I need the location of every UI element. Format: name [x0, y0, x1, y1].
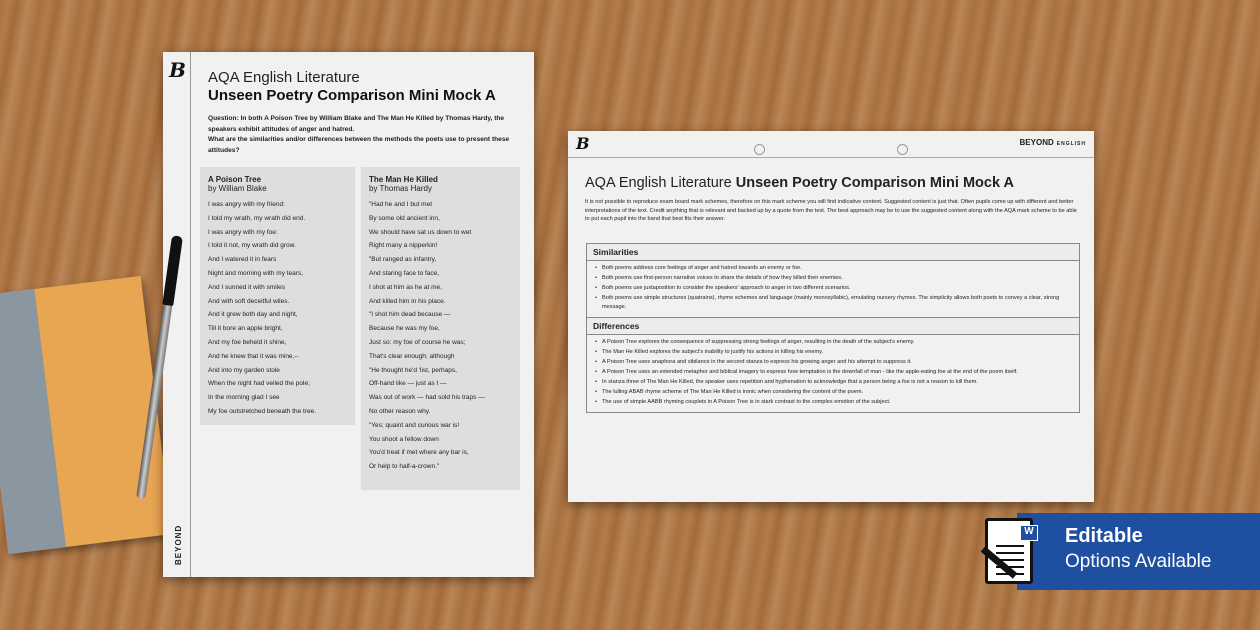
- poem-line: You'd treat if met where any bar is,: [369, 449, 469, 457]
- intro-text: It is not possible to reproduce exam board mark schemes, therefore on this mark scheme you will find indicative content. Suggested content is just that. Often pupils come up with different and better interpretations of the text. Credit anything that is relevant and backed up by a quote from the text. The best approach may be to use the suggested content along with the AQA mark scheme to be able to put each pupil into the band that best fits their answer.: [585, 199, 1077, 222]
- poem-line: Till it bore an apple bright,: [208, 325, 283, 333]
- poem-line: No other reason why.: [369, 407, 431, 415]
- beyond-logo: B: [169, 58, 186, 82]
- bullet-item: • A Poison Tree uses anaphora and sibilance in the second stanza to express his growing anger and his attempt to suppress it.: [595, 358, 1071, 367]
- poem-line: Night and morning with my tears,: [208, 269, 304, 277]
- poem-line: I told my wrath, my wrath did end.: [208, 214, 306, 222]
- punch-hole: [897, 144, 908, 155]
- paper-subtitle: AQA English Literature: [208, 69, 360, 86]
- poem-line: And I watered it in fears: [208, 256, 277, 264]
- poem-author: by William Blake: [208, 184, 267, 193]
- poem-line: I was angry with my friend:: [208, 201, 285, 208]
- similarities-heading: Similarities: [587, 244, 1079, 261]
- poem-title: The Man He Killed: [369, 175, 438, 184]
- badge-line-1: Editable: [1065, 525, 1143, 547]
- poem-line: "Yes; quaint and curious war is!: [369, 421, 460, 429]
- question-text-2: What are the similarities and/or differences between the methods the poets use to present these attitudes?: [208, 136, 510, 154]
- poem-title: A Poison Tree: [208, 175, 262, 184]
- poem-line: In the morning glad I see: [208, 394, 280, 402]
- poem-line: You shoot a fellow down: [369, 435, 439, 443]
- bullet-item: • A Poison Tree uses an extended metaphor and biblical imagery to express how temptation is the downfall of man - like the apple-eating foe at the end of the poem itself.: [595, 368, 1071, 377]
- differences-heading: Differences: [587, 317, 1079, 335]
- poem-line: Was out of work — had sold his traps —: [369, 394, 485, 402]
- poem-line: And it grew both day and night,: [208, 311, 298, 319]
- poem-line: "I shot him dead because —: [369, 311, 451, 319]
- poem-line: And staring face to face,: [369, 269, 440, 277]
- badge-line-2: Options Available: [1065, 551, 1212, 572]
- mark-scheme-paper: [568, 131, 1094, 502]
- paper-title: Unseen Poetry Comparison Mini Mock A: [208, 87, 496, 104]
- bullet-item: • The use of simple AABB rhyming couplets in A Poison Tree is in stark contrast to the complex emotion of the subject.: [595, 398, 1071, 407]
- question-paper: [163, 52, 534, 577]
- poem-line: "But ranged as infantry,: [369, 256, 437, 264]
- bullet-item: • Both poems use first-person narrative voices to share the details of how they killed their enemies.: [595, 274, 1071, 283]
- differences-list: [587, 335, 1079, 412]
- bullet-item: • In stanza three of The Man He Killed, the speaker uses repetition and hyphenation to acknowledge that a person being a foe is not a reason to kill them.: [595, 378, 1071, 387]
- bullet-item: • Both poems use juxtaposition to consider the speakers' approach to anger in two different scenarios.: [595, 284, 1071, 293]
- similarities-list: [587, 261, 1079, 317]
- poem-lines: [369, 198, 512, 474]
- poem-line: And with soft deceitful wiles.: [208, 297, 290, 305]
- poem-line: And my foe beheld it shine,: [208, 338, 287, 346]
- brand-suffix: ENGLISH: [1056, 141, 1086, 147]
- poem-line: Off-hand like — just as I —: [369, 380, 447, 388]
- poem-line: I was angry with my foe:: [208, 228, 278, 236]
- poem-line: I shot at him as he at me,: [369, 283, 442, 291]
- editable-badge: [1017, 513, 1260, 590]
- vertical-brand: BEYOND: [174, 524, 183, 565]
- poem-line: When the night had veiled the pole;: [208, 380, 310, 388]
- poem-line: Just so: my foe of course he was;: [369, 338, 466, 346]
- question-text: Question: In both A Poison Tree by William Blake and The Man He Killed by Thomas Hardy, the speakers exhibit attitudes of anger and hatred.: [208, 115, 505, 133]
- poem-line: By some old ancient inn,: [369, 214, 440, 222]
- bullet-item: • The lulling ABAB rhyme scheme of The Man He Killed is ironic when considering the content of the poem.: [595, 388, 1071, 397]
- beyond-logo: B: [576, 134, 590, 153]
- poem-line: And into my garden stole: [208, 366, 280, 374]
- bullet-item: • Both poems address core feelings of anger and hatred towards an enemy or foe.: [595, 264, 1071, 273]
- brand-name: [1020, 138, 1086, 147]
- poem-box-man-he-killed: [361, 167, 520, 490]
- poem-line: And he knew that it was mine,--: [208, 352, 299, 360]
- poem-line: That's clear enough; although: [369, 352, 455, 360]
- title-bold: Unseen Poetry Comparison Mini Mock A: [735, 175, 1014, 191]
- poem-box-poison-tree: [200, 167, 355, 425]
- header-rule: [568, 157, 1094, 158]
- poem-line: "Had he and I but met: [369, 201, 433, 208]
- word-document-icon: [985, 518, 1033, 584]
- poem-line: We should have sat us down to wet: [369, 228, 472, 236]
- poem-line: Because he was my foe,: [369, 325, 440, 333]
- poem-line: My foe outstretched beneath the tree.: [208, 407, 317, 415]
- poem-line: I told it not, my wrath did grow.: [208, 242, 296, 250]
- brand-word: BEYOND: [1019, 138, 1054, 147]
- bullet-item: • A Poison Tree explores the consequence of suppressing strong feelings of anger, resulting in the death of the subject's enemy.: [595, 338, 1071, 347]
- bullet-item: • The Man He Killed explores the subject's inability to justify his actions in killing his enemy.: [595, 348, 1071, 357]
- poem-author: by Thomas Hardy: [369, 184, 432, 193]
- poem-line: "He thought he'd 'list, perhaps,: [369, 366, 457, 374]
- mark-scheme-title: [585, 175, 1014, 191]
- word-icon: W: [1020, 525, 1038, 541]
- poem-line: And I sunned it with smiles: [208, 283, 285, 291]
- poem-lines: [208, 198, 347, 419]
- punch-hole: [754, 144, 765, 155]
- title-light: AQA English Literature: [585, 175, 732, 191]
- notebook: [0, 276, 172, 554]
- bullet-item: • Both poems use simple structures (quatrains), rhyme schemes and language (mainly monosyllabic), emulating nursery rhymes. The simplicity allows both poets to convey a clear, strong message.: [595, 294, 1071, 311]
- margin-rule: [190, 52, 191, 577]
- poem-line: And killed him in his place.: [369, 297, 446, 305]
- poem-line: Or help to half-a-crown.": [369, 463, 440, 471]
- content-table: [586, 243, 1080, 413]
- notebook-spine: [0, 289, 66, 554]
- question: [208, 114, 523, 156]
- poem-line: Right many a nipperkin!: [369, 242, 438, 250]
